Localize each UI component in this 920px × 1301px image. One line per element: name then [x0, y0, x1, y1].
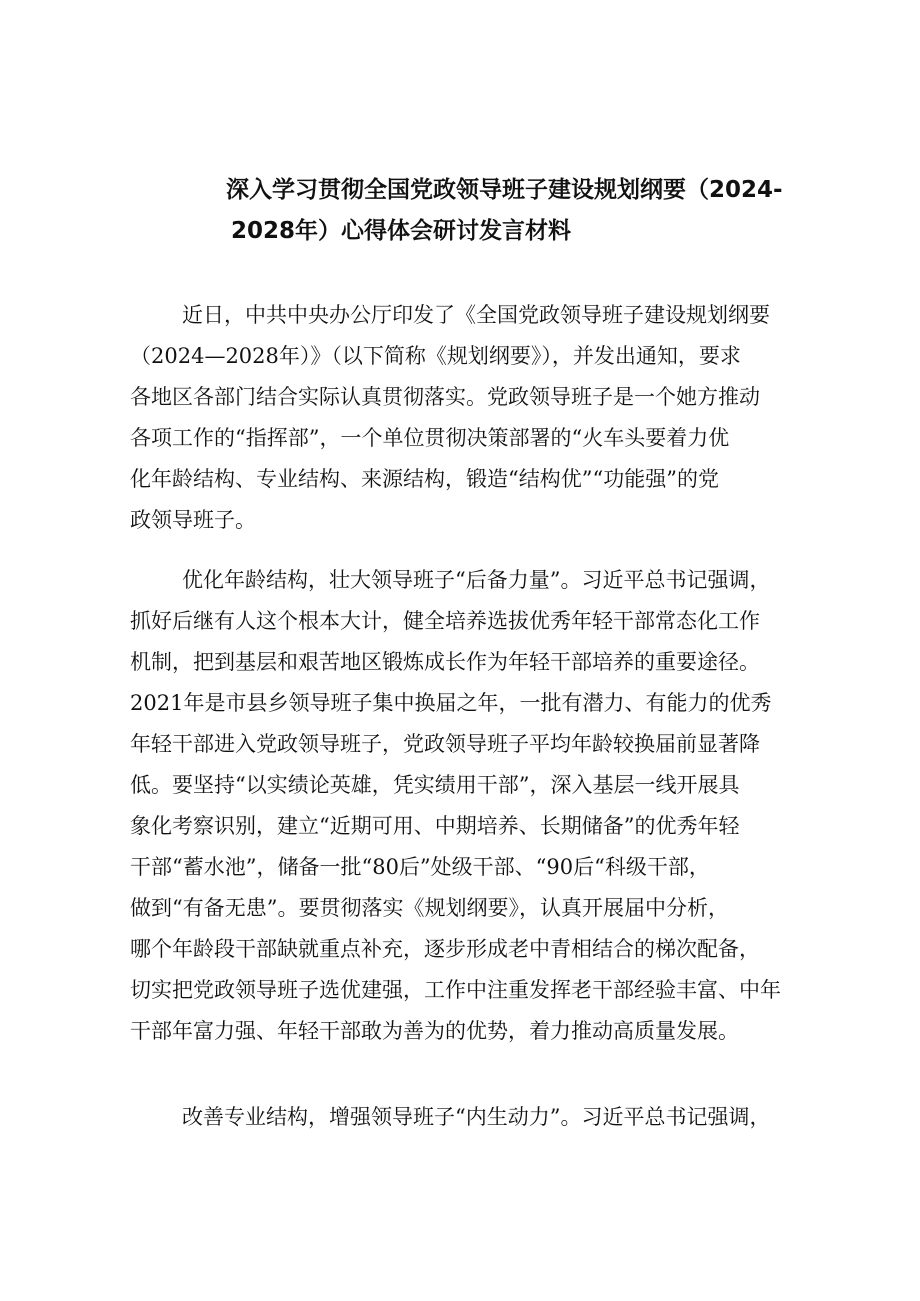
- paragraph-line: 抓好后继有人这个根本大计，健全培养选拔优秀年轻干部常态化工作: [130, 609, 760, 633]
- title-line-1: 深入学习贯彻全国党政领导班子建设规划纲要（2024-: [226, 177, 783, 203]
- paragraph-3: [130, 1097, 795, 1138]
- paragraph-line: 干部“蓄水池”，储备一批“80后”处级干部、“90后“科级干部，: [130, 855, 710, 879]
- paragraph-line: （2024—2028年）》（以下简称《规划纲要》），并发出通知，要求: [130, 344, 741, 368]
- title-line-2: 2028年）心得体会研讨发言材料: [231, 218, 572, 244]
- paragraph-line: 化年龄结构、专业结构、来源结构，锻造“结构优”“功能强”的党: [130, 467, 719, 491]
- paragraph-line: 各地区各部门结合实际认真贯彻落实。党政领导班子是一个她方推动: [130, 385, 760, 409]
- paragraph-line: 机制，把到基层和艰苦地区锻炼成长作为年轻干部培养的重要途径。: [130, 650, 760, 674]
- document-title: [226, 170, 806, 252]
- paragraph-line: 切实把党政领导班子选优建强，工作中注重发挥老干部经验丰富、中年: [130, 978, 781, 1002]
- paragraph-line: 做到“有备无患”。要贯彻落实《规划纲要》，认真开展届中分析，: [130, 896, 729, 920]
- paragraph-line: 干部年富力强、年轻干部敢为善为的优势，着力推动高质量发展。: [130, 1019, 739, 1043]
- paragraph-line: 优化年龄结构，壮大领导班子“后备力量”。习近平总书记强调，: [182, 568, 771, 592]
- paragraph-line: 年轻干部进入党政领导班子，党政领导班子平均年龄较换届前显著降: [130, 732, 760, 756]
- paragraph-line: 象化考察识别，建立“近期可用、中期培养、长期储备”的优秀年轻: [130, 814, 740, 838]
- paragraph-line: 近日，中共中央办公厅印发了《全国党政领导班子建设规划纲要: [182, 303, 770, 327]
- paragraph-line: 改善专业结构，增强领导班子“内生动力”。习近平总书记强调，: [182, 1105, 771, 1129]
- paragraph-2: [130, 560, 795, 1052]
- paragraph-1: [130, 295, 795, 541]
- paragraph-line: 政领导班子。: [130, 508, 256, 532]
- paragraph-line: 低。要坚持“以实绩论英雄，凭实绩用干部”，深入基层一线开展具: [130, 773, 740, 797]
- paragraph-line: 2021年是市县乡领导班子集中换届之年，一批有潜力、有能力的优秀: [130, 691, 772, 715]
- paragraph-line: 各项工作的“指挥部”，一个单位贯彻决策部署的“火车头要着力优: [130, 426, 730, 450]
- paragraph-line: 哪个年龄段干部缺就重点补充，逐步形成老中青相结合的梯次配备，: [130, 937, 760, 961]
